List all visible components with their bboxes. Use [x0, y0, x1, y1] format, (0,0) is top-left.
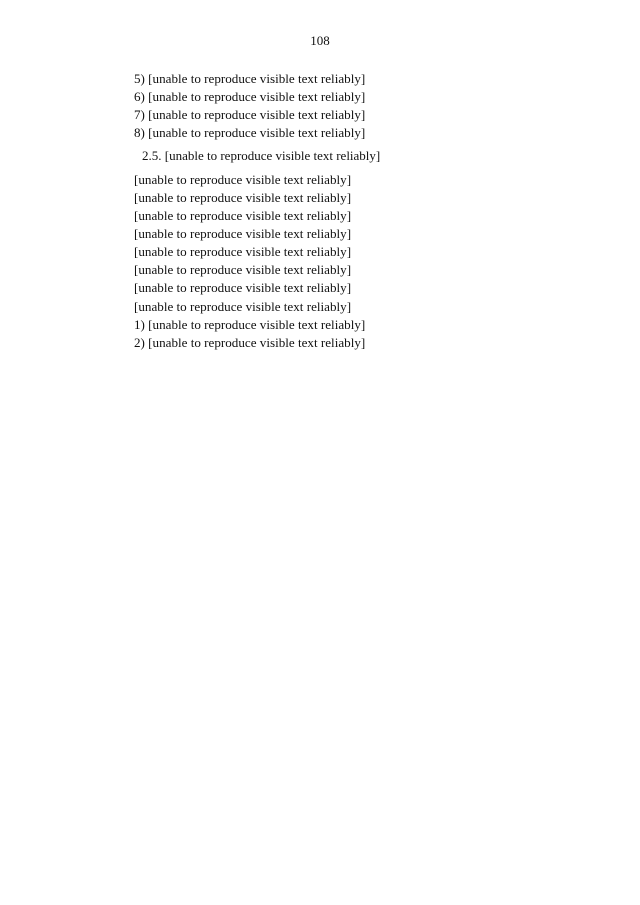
list-item: 7) [unable to reproduce visible text reliably]	[134, 107, 366, 123]
page-number: 108	[310, 33, 330, 48]
body-paragraph: [unable to reproduce visible text reliably]	[134, 298, 352, 314]
list-item: 5) [unable to reproduce visible text reliably]	[134, 71, 366, 86]
body-paragraph: [unable to reproduce visible text reliably]	[134, 189, 352, 205]
list-item: 6) [unable to reproduce visible text reliably]	[134, 89, 366, 105]
body-paragraph: [unable to reproduce visible text reliably]	[134, 171, 352, 187]
body-paragraph: [unable to reproduce visible text reliably]	[134, 280, 352, 296]
body-paragraph: [unable to reproduce visible text reliably]	[134, 244, 352, 260]
body-paragraph: [unable to reproduce visible text reliably]	[134, 226, 352, 242]
page-content	[96, 70, 611, 880]
body-paragraph: [unable to reproduce visible text reliably]	[134, 262, 352, 278]
section-heading: 2.5. [unable to reproduce visible text reliably]	[142, 148, 381, 164]
body-paragraph: [unable to reproduce visible text reliably]	[134, 208, 352, 224]
list-item: 2) [unable to reproduce visible text reliably]	[134, 334, 366, 350]
list-item: 8) [unable to reproduce visible text reliably]	[134, 125, 366, 141]
list-item: 1) [unable to reproduce visible text reliably]	[134, 316, 366, 332]
